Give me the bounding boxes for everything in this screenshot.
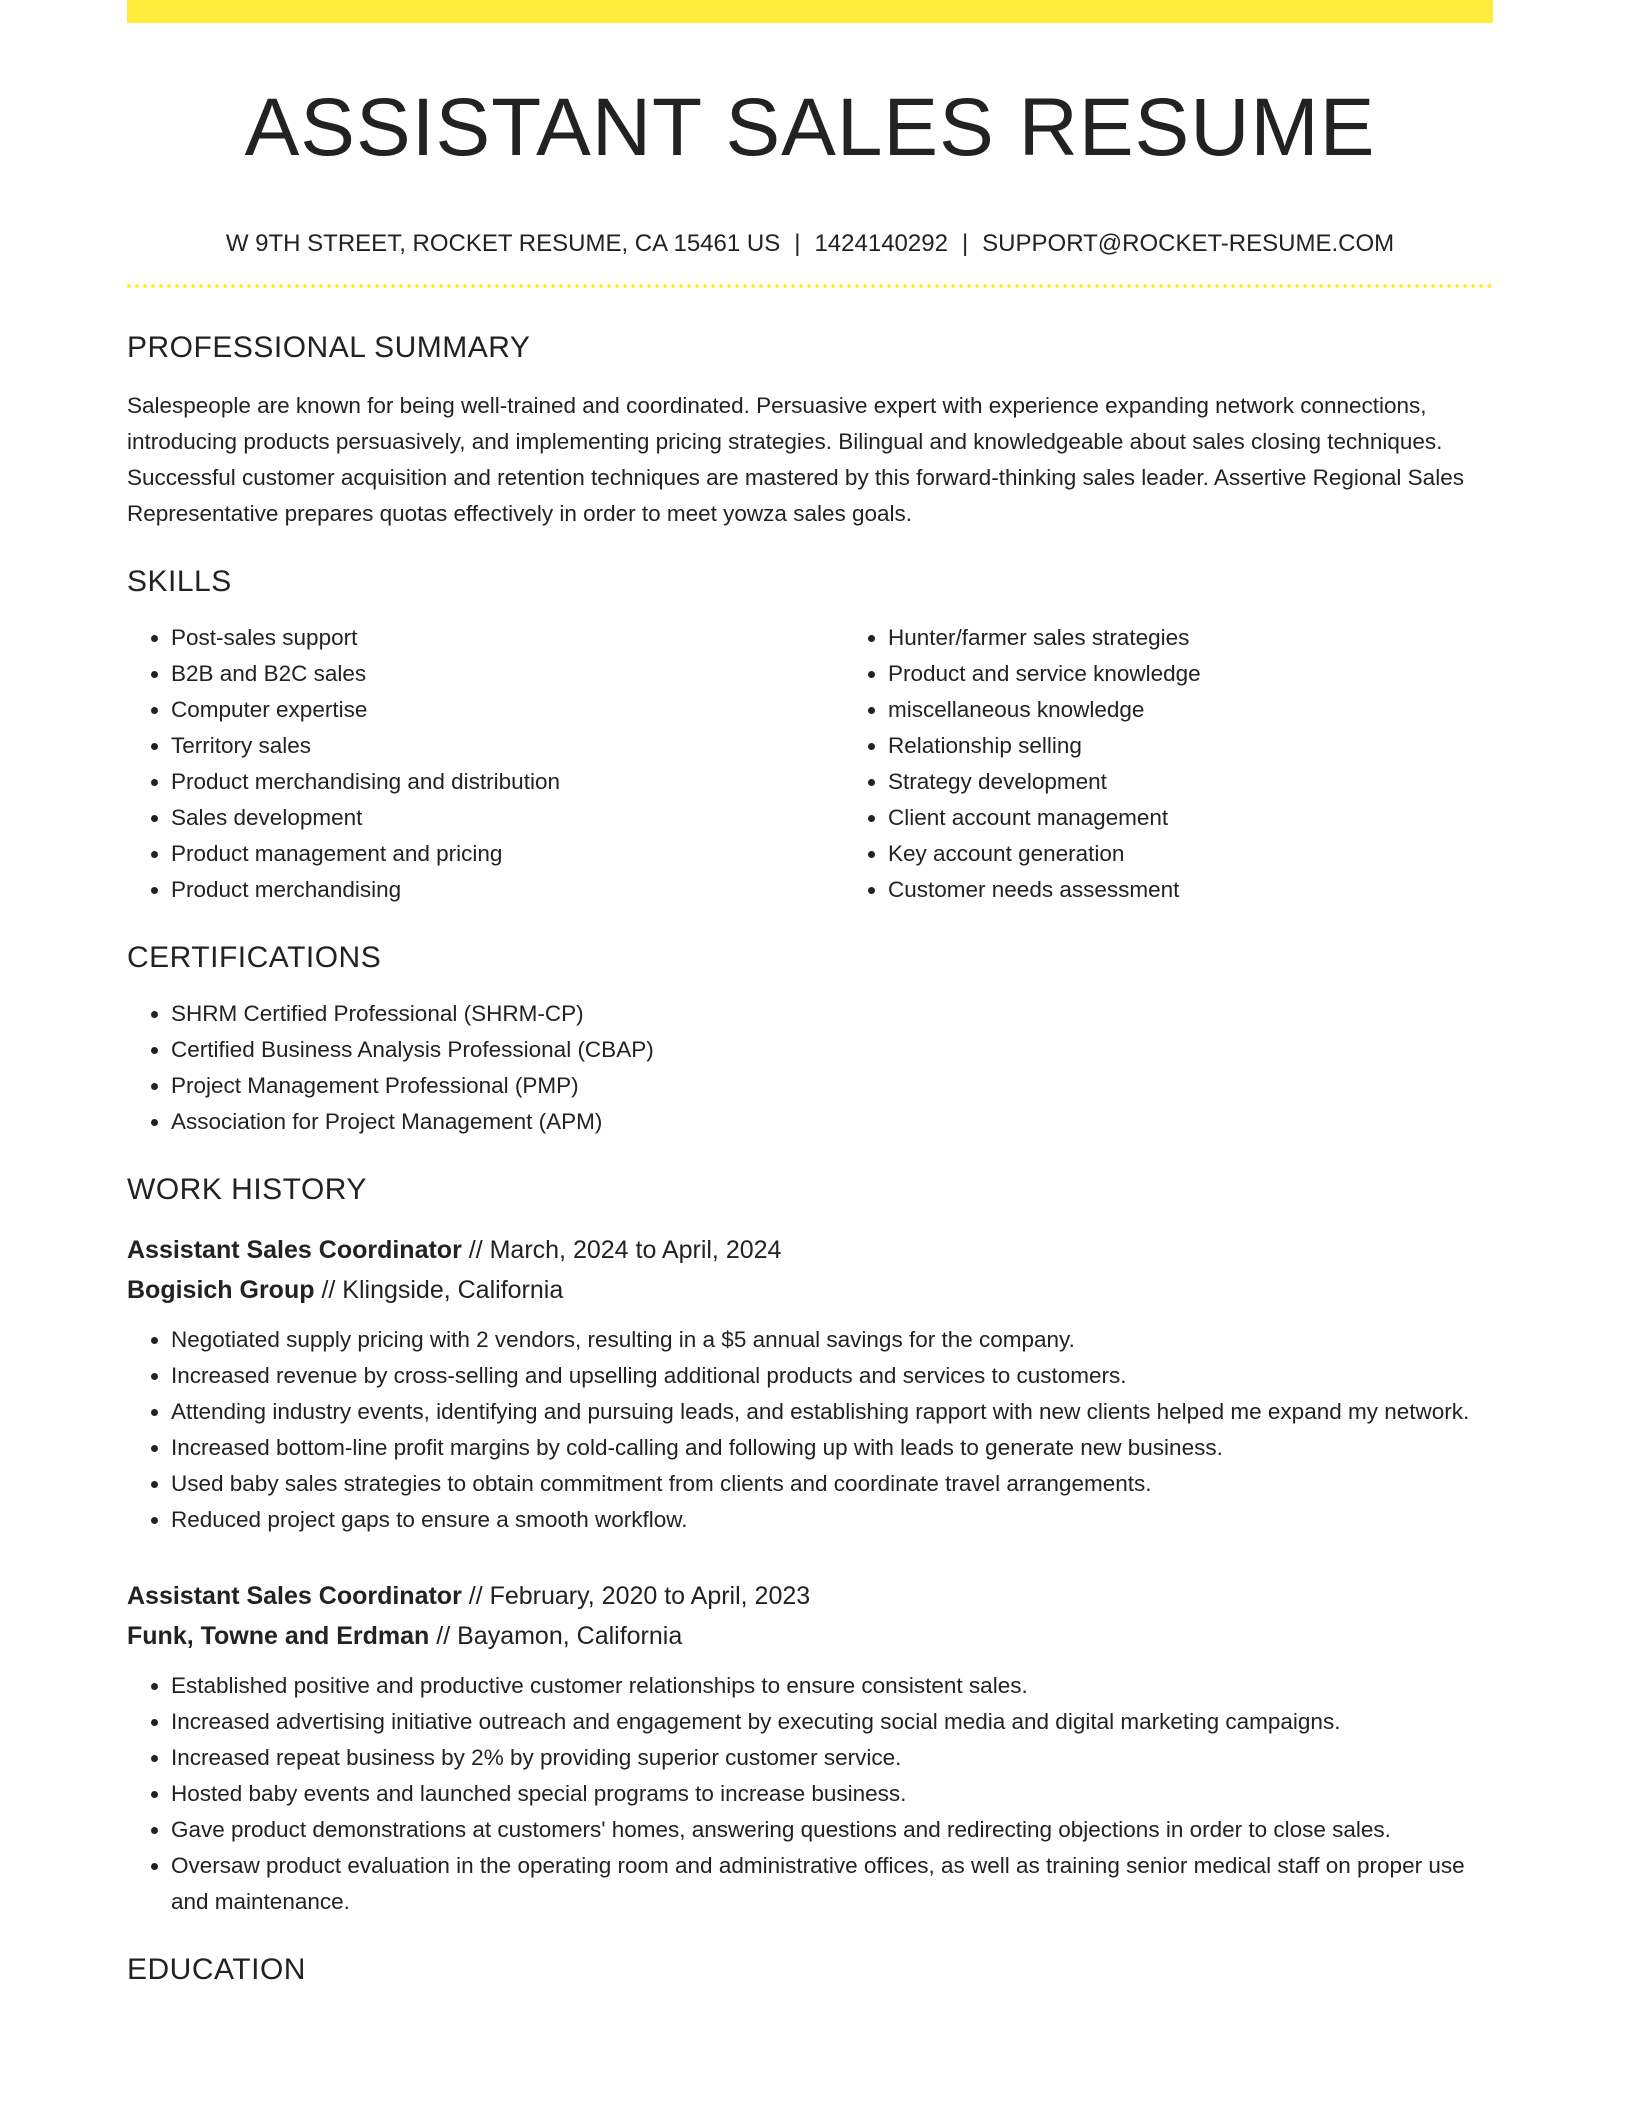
education-section bbox=[127, 1950, 1493, 1990]
resume-title: ASSISTANT SALES RESUME bbox=[244, 82, 1376, 173]
job-dates: // February, 2020 to April, 2023 bbox=[461, 1582, 811, 1610]
job-location: // Klingside, California bbox=[314, 1276, 564, 1304]
work-history-heading: WORK HISTORY bbox=[127, 1173, 367, 1206]
certifications-section bbox=[127, 938, 1493, 1140]
job-bullet: • Oversaw product evaluation in the operating room and administrative offices, as well as training senior medical staff on proper use and maintenance. bbox=[171, 1848, 1493, 1920]
job-location: // Bayamon, California bbox=[429, 1622, 683, 1650]
education-heading: EDUCATION bbox=[127, 1953, 306, 1986]
skill-item: • Hunter/farmer sales strategies bbox=[888, 620, 1493, 656]
skills-section bbox=[127, 562, 1493, 908]
phone: 1424140292 bbox=[814, 230, 948, 257]
skill-item: • Key account generation bbox=[888, 836, 1493, 872]
job-entry bbox=[127, 1230, 1493, 1538]
job-bullet: • Increased revenue by cross-selling and upselling additional products and services to customers. bbox=[171, 1358, 1493, 1394]
accent-bar bbox=[127, 0, 1493, 23]
contact-line bbox=[127, 228, 1493, 260]
job-bullet: • Increased bottom-line profit margins by cold-calling and following up with leads to generate new business. bbox=[171, 1430, 1493, 1466]
skill-item: • Product and service knowledge bbox=[888, 656, 1493, 692]
job-entry bbox=[127, 1576, 1493, 1920]
job-bullet: • Negotiated supply pricing with 2 vendors, resulting in a $5 annual savings for the company. bbox=[171, 1322, 1493, 1358]
skill-item: • Post-sales support bbox=[171, 620, 844, 656]
email: SUPPORT@ROCKET-RESUME.COM bbox=[982, 230, 1395, 257]
skill-item: • Sales development bbox=[171, 800, 844, 836]
skills-list-right bbox=[844, 620, 1493, 908]
job-company-line bbox=[127, 1616, 1493, 1656]
skill-item: • Client account management bbox=[888, 800, 1493, 836]
address: W 9TH STREET, ROCKET RESUME, CA 15461 US bbox=[225, 230, 781, 257]
job-bullet: • Increased advertising initiative outreach and engagement by executing social media and digital marketing campaigns. bbox=[171, 1704, 1493, 1740]
job-role: Assistant Sales Coordinator bbox=[127, 1582, 462, 1610]
skill-item: • Computer expertise bbox=[171, 692, 844, 728]
certification-item: • Certified Business Analysis Professional (CBAP) bbox=[171, 1032, 1493, 1068]
certifications-heading: CERTIFICATIONS bbox=[127, 941, 382, 974]
work-history-section bbox=[127, 1170, 1493, 1920]
job-bullet: • Attending industry events, identifying and pursuing leads, and establishing rapport with new clients helped me expand my network. bbox=[171, 1394, 1493, 1430]
job-bullet: • Hosted baby events and launched special programs to increase business. bbox=[171, 1776, 1493, 1812]
skills-columns bbox=[127, 602, 1493, 908]
job-dates: // March, 2024 to April, 2024 bbox=[461, 1236, 782, 1264]
skill-item: • Relationship selling bbox=[888, 728, 1493, 764]
skill-item: • Territory sales bbox=[171, 728, 844, 764]
skill-item: • miscellaneous knowledge bbox=[888, 692, 1493, 728]
dotted-divider bbox=[127, 284, 1493, 288]
summary-heading: PROFESSIONAL SUMMARY bbox=[127, 331, 531, 364]
skills-heading: SKILLS bbox=[127, 565, 232, 598]
job-company: Bogisich Group bbox=[127, 1276, 315, 1304]
job-bullet: • Reduced project gaps to ensure a smooth workflow. bbox=[171, 1502, 1493, 1538]
certification-item: • Association for Project Management (APM) bbox=[171, 1104, 1493, 1140]
job-bullet: • Gave product demonstrations at customers' homes, answering questions and redirecting objections in order to close sales. bbox=[171, 1812, 1493, 1848]
contact-separator: | bbox=[794, 230, 801, 257]
job-bullet: • Established positive and productive customer relationships to ensure consistent sales. bbox=[171, 1668, 1493, 1704]
job-title-line bbox=[127, 1576, 1493, 1616]
skill-item: • Customer needs assessment bbox=[888, 872, 1493, 908]
certification-item: • SHRM Certified Professional (SHRM-CP) bbox=[171, 996, 1493, 1032]
skill-item: • Strategy development bbox=[888, 764, 1493, 800]
skill-item: • Product management and pricing bbox=[171, 836, 844, 872]
skill-item: • Product merchandising and distribution bbox=[171, 764, 844, 800]
job-bullets bbox=[127, 1322, 1493, 1538]
job-company: Funk, Towne and Erdman bbox=[127, 1622, 430, 1650]
job-company-line bbox=[127, 1270, 1493, 1310]
certifications-list bbox=[127, 996, 1493, 1140]
job-bullet: • Increased repeat business by 2% by providing superior customer service. bbox=[171, 1740, 1493, 1776]
skill-item: • B2B and B2C sales bbox=[171, 656, 844, 692]
job-title-line bbox=[127, 1230, 1493, 1270]
skills-list-left bbox=[127, 620, 844, 908]
job-role: Assistant Sales Coordinator bbox=[127, 1236, 462, 1264]
certification-item: • Project Management Professional (PMP) bbox=[171, 1068, 1493, 1104]
summary-text: Salespeople are known for being well-trained and coordinated. Persuasive expert with experience expanding network connections, introducing products persuasively, and implementing pricing strategies. Bilingual and knowledgeable about sales closing techniques. Successful customer acquisition and retention techniques are mastered by this forward-thinking sales leader. Assertive Regional Sales Representative prepares quotas effectively in order to meet yowza sales goals. bbox=[127, 393, 1464, 526]
skill-item: • Product merchandising bbox=[171, 872, 844, 908]
resume-content bbox=[127, 23, 1493, 1990]
job-bullets bbox=[127, 1668, 1493, 1920]
job-bullet: • Used baby sales strategies to obtain commitment from clients and coordinate travel arrangements. bbox=[171, 1466, 1493, 1502]
contact-separator: | bbox=[961, 230, 969, 257]
